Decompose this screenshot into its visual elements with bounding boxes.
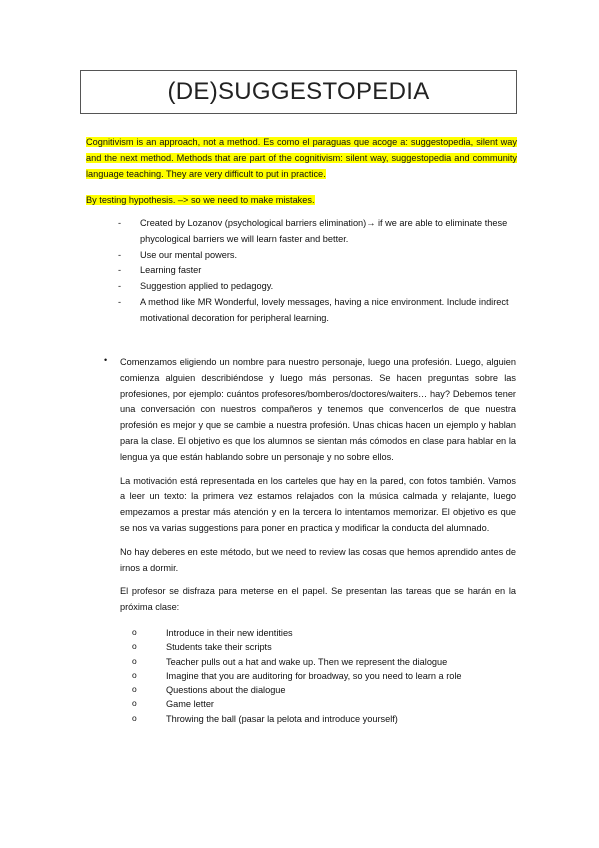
- activity-paragraph: Comenzamos eligiendo un nombre para nuestro personaje, luego una profesión. Luego, alguien comienza alguien describiéndose y luego más personas. Se hacen preguntas sobre las profesiones, por ejemplo: cuántos profesores/bomberos/doctores/waiters… hay? Debemos tener una conversación con nuestros compañeros y tenemos que convencerlos de que nuestra profesión es mejor y que se cambie a nuestra profesión. Unas chicas hacen un ejemplo y hablan para la clase. El objetivo es que los alumnos se sientan más cómodos en clase para hablar en la lengua ya que están hablando sobre un personaje y no sobre ellos.: [120, 357, 516, 462]
- task-list: [120, 626, 516, 726]
- bullet-icon: •: [104, 355, 108, 365]
- title-box: [80, 70, 517, 114]
- hypothesis-highlighted-text: By testing hypothesis. –> so we need to make mistakes.: [86, 195, 315, 205]
- homework-paragraph: No hay deberes en este método, but we need to review las cosas que hemos aprendido antes de irnos a dormir.: [120, 546, 516, 573]
- dash-list-item: - Suggestion applied to pedagogy.: [118, 279, 518, 295]
- class-activity-block: [104, 355, 516, 726]
- dash-list-item: - A method like MR Wonderful, lovely messages, having a nice environment. Include indirect motivational decoration for peripheral learning.: [118, 295, 518, 327]
- hypothesis-paragraph: [86, 193, 517, 209]
- page-title: (DE)SUGGESTOPEDIA: [167, 78, 430, 105]
- task-list-item: o Imagine that you are auditoring for broadway, so you need to learn a role: [132, 669, 516, 683]
- task-list-item: o Introduce in their new identities: [132, 626, 516, 640]
- dash-list-item: - Learning faster: [118, 263, 518, 279]
- dash-list-item: - Created by Lozanov (psychological barriers elimination)→ if we are able to eliminate these phycological barriers we will learn faster and better.: [118, 216, 518, 248]
- motivation-paragraph: La motivación está representada en los carteles que hay en la pared, con fotos también. Vamos a leer un texto: la primera vez estamos relajados con la música calmada y relajante, luego empezamos a prestar más atención y en la tercera lo intentamos memorizar. El objetivo es que se nos va varias suggestions para poner en practica y modificar la conducta del alumnado.: [120, 475, 516, 533]
- intro-paragraph: [86, 135, 517, 182]
- task-list-item: o Students take their scripts: [132, 640, 516, 654]
- teacher-paragraph: El profesor se disfraza para meterse en el papel. Se presentan las tareas que se harán en la próxima clase:: [120, 586, 516, 613]
- task-list-item: o Throwing the ball (pasar la pelota and introduce yourself): [132, 712, 516, 726]
- dash-list: [118, 216, 518, 327]
- intro-highlighted-text: Cognitivism is an approach, not a method. Es como el paraguas que acoge a: suggestopedia, silent way and the next method. Methods that are part of the cognitivism: silent way, suggestopedia and community language teaching. They are very difficult to put in practice.: [86, 137, 517, 179]
- task-list-item: o Game letter: [132, 697, 516, 711]
- task-list-item: o Questions about the dialogue: [132, 683, 516, 697]
- task-list-item: o Teacher pulls out a hat and wake up. Then we represent the dialogue: [132, 655, 516, 669]
- dash-list-item: - Use our mental powers.: [118, 248, 518, 264]
